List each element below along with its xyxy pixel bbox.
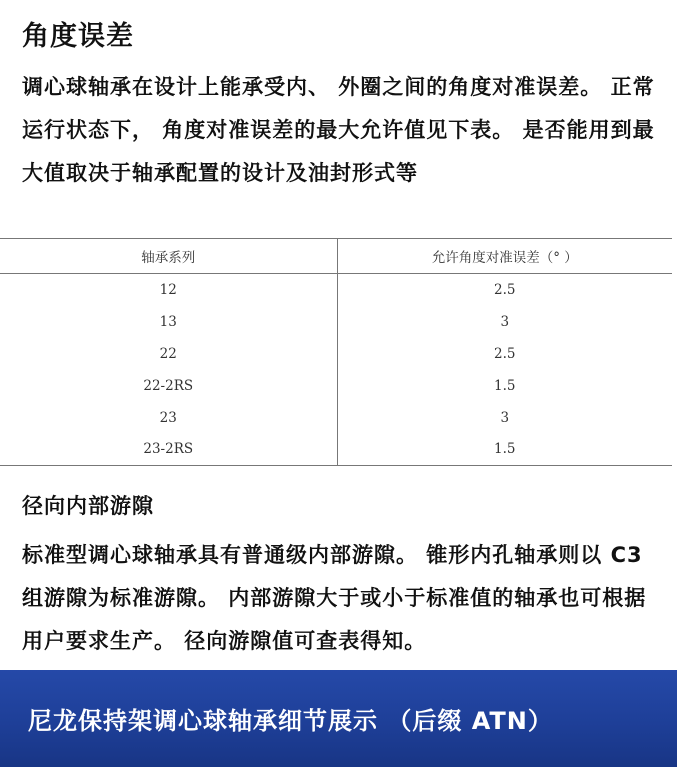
cell-misalignment: 1.5 bbox=[494, 441, 516, 458]
cell-series: 22-2RS bbox=[0, 370, 337, 402]
table-row bbox=[0, 306, 672, 338]
intro-paragraph: 调心球轴承在设计上能承受内、 外圈之间的角度对准误差。 正常运行状态下， 角度对准误差的最大允许值见下表。 是否能用到最大值取决于轴承配置的设计及油封形式等 bbox=[22, 75, 655, 185]
misalignment-table-container bbox=[0, 238, 677, 468]
section-heading-clearance: 径向内部游隙 bbox=[22, 494, 154, 518]
cell-misalignment: 2.5 bbox=[494, 345, 516, 362]
column-header-misalignment: 允许角度对准误差（° ） bbox=[431, 250, 578, 266]
table-row bbox=[0, 434, 672, 466]
footer-banner bbox=[0, 670, 677, 767]
cell-series: 13 bbox=[0, 306, 337, 338]
cell-misalignment: 2.5 bbox=[494, 281, 516, 298]
footer-banner-text: 尼龙保持架调心球轴承细节展示 （后缀 ATN） bbox=[28, 707, 553, 735]
cell-series: 23 bbox=[0, 402, 337, 434]
table-row bbox=[0, 338, 672, 370]
table-row bbox=[0, 370, 672, 402]
cell-misalignment: 1.5 bbox=[494, 377, 516, 394]
clearance-paragraph: 标准型调心球轴承具有普通级内部游隙。 锥形内孔轴承则以 C3 组游隙为标准游隙。 内部游隙大于或小于标准值的轴承也可根据用户要求生产。 径向游隙值可查表得知。 bbox=[22, 543, 647, 653]
table-header-row bbox=[0, 239, 672, 274]
cell-series: 23-2RS bbox=[0, 434, 337, 466]
cell-misalignment: 3 bbox=[500, 409, 510, 426]
cell-series: 12 bbox=[0, 274, 337, 306]
cell-series: 22 bbox=[0, 338, 337, 370]
table-row bbox=[0, 402, 672, 434]
page-title: 角度误差 bbox=[22, 21, 134, 52]
column-header-series: 轴承系列 bbox=[0, 239, 337, 274]
table-row bbox=[0, 274, 672, 306]
misalignment-table bbox=[0, 238, 672, 466]
cell-misalignment: 3 bbox=[500, 313, 510, 330]
